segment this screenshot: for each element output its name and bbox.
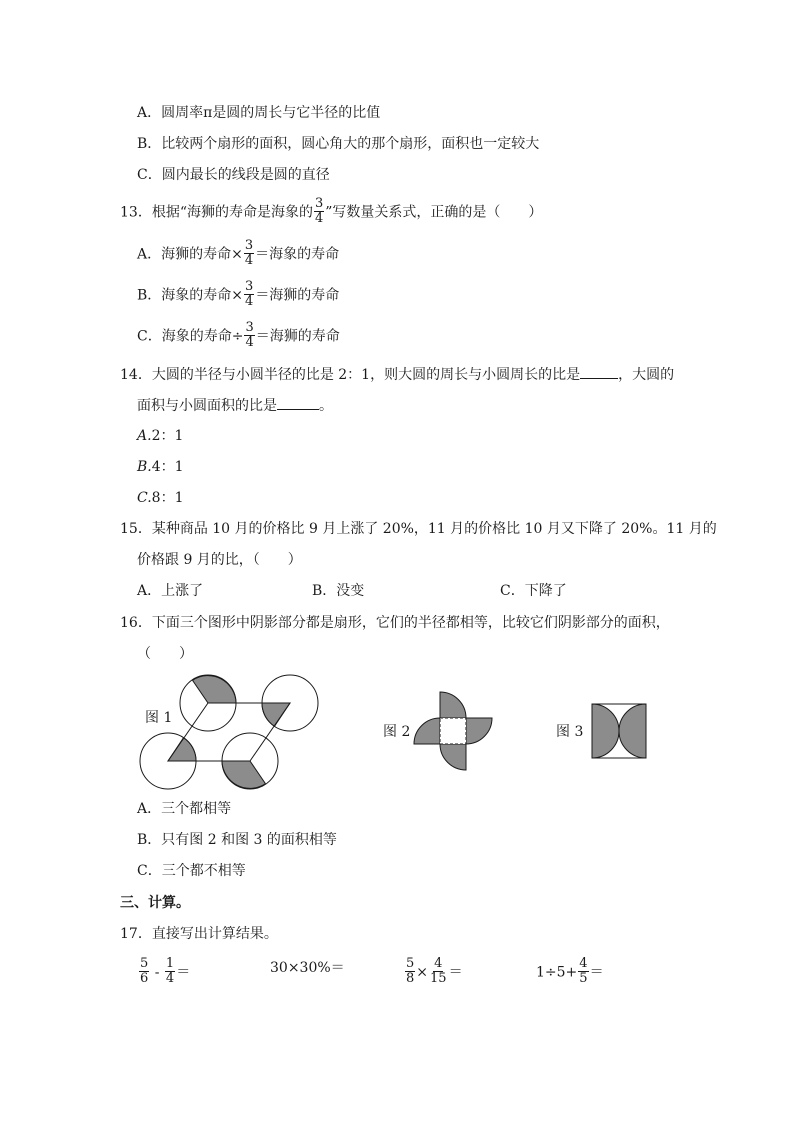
fig2-sector-top xyxy=(440,692,466,718)
option-post: ＝海象的寿命 xyxy=(255,246,340,263)
frac-num: 3 xyxy=(244,238,254,253)
frac-den: 15 xyxy=(430,971,447,986)
expr-3 xyxy=(404,958,463,987)
q14-line2-pre: 面积与小圆面积的比是 xyxy=(137,398,277,414)
option-fraction xyxy=(244,280,254,309)
fig2-sector-bottom xyxy=(440,744,466,770)
expr-4 xyxy=(536,958,604,987)
option-label: C． xyxy=(137,328,162,345)
answer-blank-1[interactable] xyxy=(580,364,618,379)
option-label: A． xyxy=(137,246,162,263)
q13-option-c xyxy=(137,322,340,351)
expr-1 xyxy=(138,958,190,987)
q16-line2: （ ） xyxy=(137,646,193,662)
q16-line1: 16．下面三个图形中阴影部分都是扇形，它们的半径都相等，比较它们阴影部分的面积， xyxy=(120,615,670,631)
q13-option-b xyxy=(137,281,339,310)
frac-den: 4 xyxy=(245,335,254,350)
answer-blank-2[interactable] xyxy=(277,395,319,410)
q15-option-b: B．没变 xyxy=(312,583,365,599)
frac-den: 8 xyxy=(406,971,415,986)
option-pre: 海象的寿命÷ xyxy=(161,328,244,345)
expr1-op: - xyxy=(150,964,164,981)
expr3-equals: ＝ xyxy=(448,964,463,981)
q13-stem xyxy=(120,198,542,227)
fig1-sector-top-left xyxy=(193,676,237,703)
option-value: 4：1 xyxy=(151,459,184,475)
q14-line2 xyxy=(137,395,333,416)
q14-line1-post: ，大圆的 xyxy=(618,367,675,383)
q12-option-c: C．圆内最长的线段是圆的直径 xyxy=(137,167,330,183)
option-pre: 海狮的寿命× xyxy=(161,246,243,263)
option-label: A. xyxy=(137,428,152,444)
q16-option-b: B．只有图 2 和图 3 的面积相等 xyxy=(137,832,337,848)
option-label: C. xyxy=(137,490,152,506)
q12-option-a: A．圆周率π是圆的周长与它半径的比值 xyxy=(137,105,381,121)
option-post: ＝海狮的寿命 xyxy=(255,287,340,304)
frac-den: 4 xyxy=(314,211,324,226)
q14-option-b xyxy=(137,457,184,477)
expr4-equals: ＝ xyxy=(589,964,604,981)
frac-num: 3 xyxy=(245,320,254,335)
section-3-title: 三、计算。 xyxy=(120,895,190,911)
fig1-sector-bottom-right xyxy=(222,761,266,788)
q17-stem: 17．直接写出计算结果。 xyxy=(120,926,278,942)
q14-option-a xyxy=(137,426,183,446)
figure-1 xyxy=(140,675,318,789)
expr1-equals: ＝ xyxy=(176,964,191,981)
fig2-dashed-square xyxy=(440,718,466,744)
figure-2 xyxy=(414,692,492,770)
q13-stem-fraction xyxy=(314,197,324,226)
option-fraction xyxy=(244,321,254,350)
q16-figures xyxy=(0,670,794,800)
q13-option-a xyxy=(137,240,339,269)
q14-option-c xyxy=(137,488,184,508)
q13-stem-post: ”写数量关系式，正确的是（ ） xyxy=(325,204,543,221)
option-pre: 海象的寿命× xyxy=(161,287,244,304)
expr3-frac-1 xyxy=(405,957,415,986)
expr3-frac-2 xyxy=(429,957,448,986)
q15-line2: 价格跟 9 月的比，（ ） xyxy=(137,552,302,568)
frac-num: 1 xyxy=(165,956,175,971)
frac-den: 5 xyxy=(579,971,588,986)
frac-num: 5 xyxy=(140,956,149,971)
expr-2: 30×30%＝ xyxy=(270,960,345,976)
frac-den: 6 xyxy=(140,971,149,986)
q14-line1 xyxy=(120,364,674,385)
q13-stem-pre: 13．根据“海狮的寿命是海象的 xyxy=(120,204,313,221)
q14-line2-post: 。 xyxy=(319,398,333,414)
q16-option-c: C．三个都不相等 xyxy=(137,863,246,879)
q14-line1-pre: 14．大圆的半径与小圆半径的比是 2：1，则大圆的周长与小圆周长的比是 xyxy=(120,367,581,383)
expr3-op: × xyxy=(416,964,429,981)
option-fraction xyxy=(244,239,254,268)
q15-option-c: C．下降了 xyxy=(500,583,567,599)
frac-num: 4 xyxy=(579,956,588,971)
frac-den: 4 xyxy=(245,294,254,309)
figure-3 xyxy=(592,704,646,758)
option-label: B. xyxy=(137,459,152,475)
expr1-frac-1 xyxy=(139,957,149,986)
expr4-frac xyxy=(578,957,588,986)
frac-num: 3 xyxy=(245,279,254,294)
option-value: 8：1 xyxy=(151,490,184,506)
frac-den: 4 xyxy=(244,253,254,268)
fig2-sector-left xyxy=(414,718,440,744)
q15-line1: 15．某种商品 10 月的价格比 9 月上涨了 20%，11 月的价格比 10 月又下降了 20%。11 月的 xyxy=(120,521,717,537)
frac-num: 4 xyxy=(434,956,443,971)
frac-num: 3 xyxy=(314,196,324,211)
option-post: ＝海狮的寿命 xyxy=(255,328,340,345)
expr1-frac-2 xyxy=(165,957,175,986)
q16-option-a: A．三个都相等 xyxy=(137,801,232,817)
q15-option-a: A．上涨了 xyxy=(137,583,204,599)
option-value: 2：1 xyxy=(151,428,184,444)
fig1-label: 图 1 xyxy=(145,710,173,726)
fig2-sector-right xyxy=(466,718,492,744)
fig3-label: 图 3 xyxy=(556,724,584,740)
q12-option-b: B．比较两个扇形的面积，圆心角大的那个扇形，面积也一定较大 xyxy=(137,136,540,152)
frac-den: 4 xyxy=(165,971,175,986)
expr4-pre: 1÷5+ xyxy=(536,964,578,981)
frac-num: 5 xyxy=(406,956,415,971)
fig2-label: 图 2 xyxy=(383,724,411,740)
option-label: B． xyxy=(137,287,162,304)
